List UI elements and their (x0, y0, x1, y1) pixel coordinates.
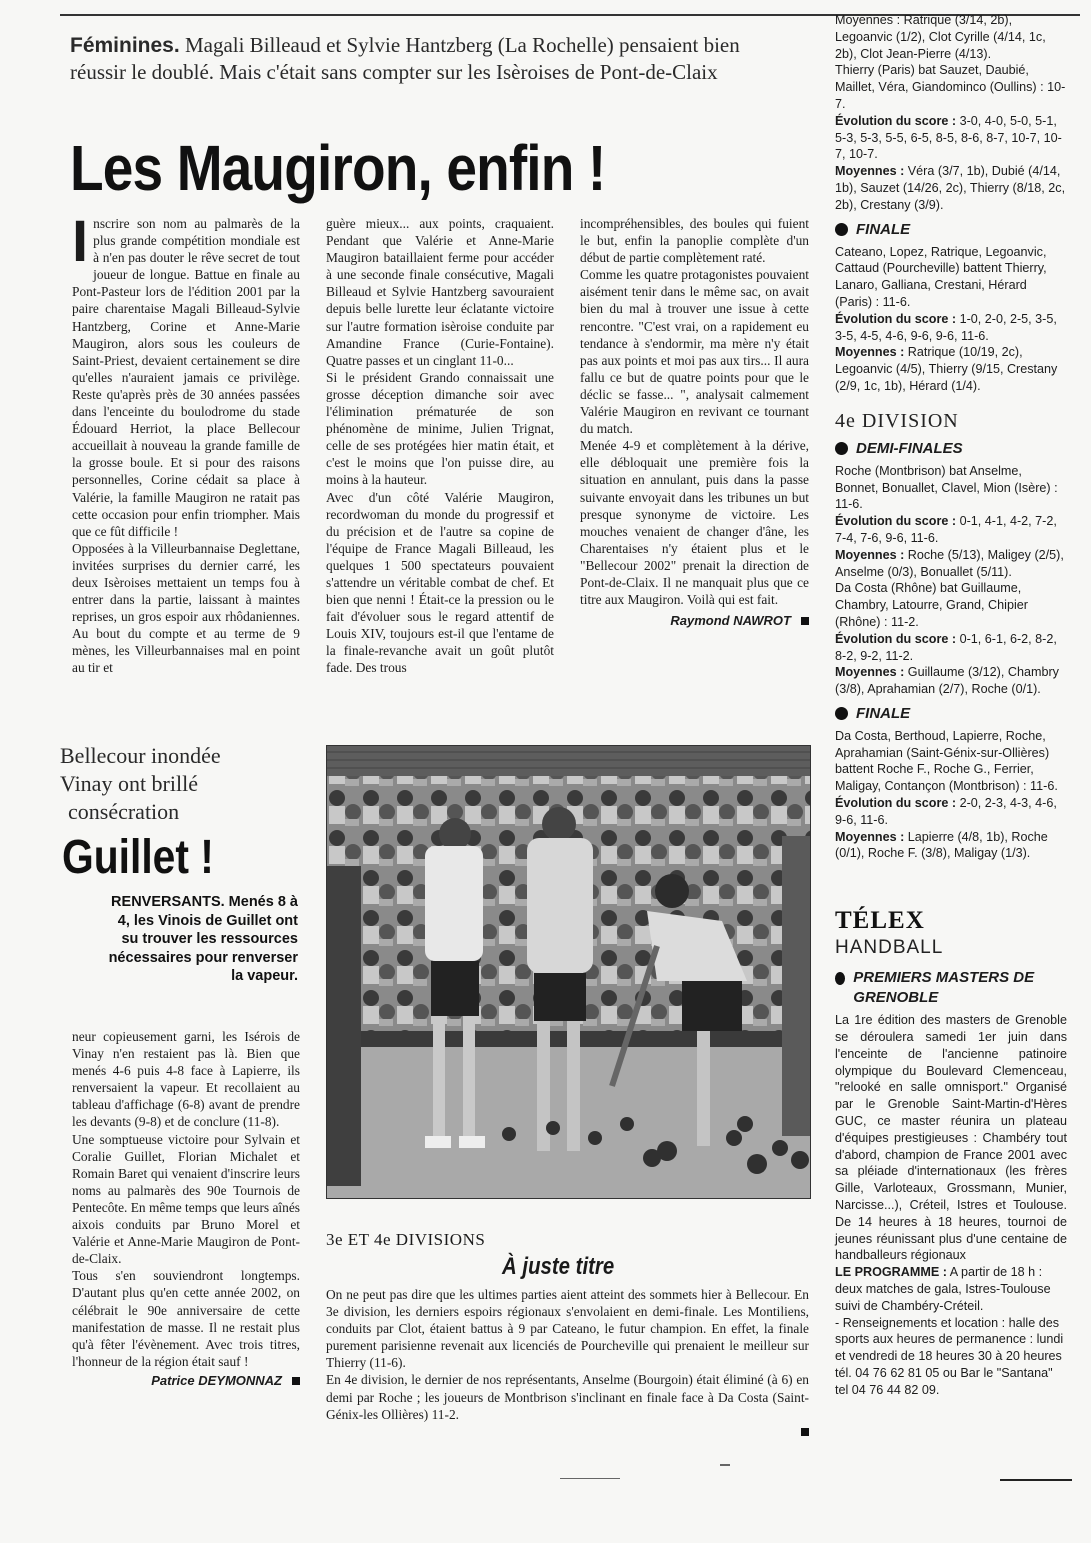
subhead-line-3: consécration (68, 799, 180, 824)
finale-3e-text: Cateano, Lopez, Ratrique, Legoanvic, Cattaud (Pourcheville) battent Thierry, Lanaro, Galliana, Crestani, Hérard (Paris) : 11-6. (835, 244, 1047, 309)
divisions-kicker: 3e ET 4e DIVISIONS (326, 1230, 486, 1249)
telex-text: La 1re édition des masters de Grenoble se déroulera samedi 1er juin dans l'enceinte de l'ancienne patinoire olympique du Boulevard Clemenceau, "relooké en salle omnisport." Organisé par le Grenoble Saint-Martin-d'Hères GUC, ce master réunira un plateau d'équipes prestigieuses : Chambéry tout d'abord, champion de France 2001 avec sa pléiade d'internationaux (les frères Gille, Varloteaux, Grossmann, Munier, Narcisse...), Créteil, Istres et Toulouse. De 14 heures à 18 heures, tournoi de jeunes réunissant plus d'une centaine de handballeurs régionaux (835, 1013, 1067, 1263)
finale-4e-evolution-text: 2-0, 2-3, 4-3, 4-6, 9-6, 11-6. (835, 796, 1057, 827)
guillet-paragraph-3: Tous s'en souviendront longtemps. D'autant plus qu'en cette année 2002, on célébrait le 90e anniversaire de cette manifestation de masse. Il ne restait plus qu'à fêter l'évènement. Avec trois titres, l'honneur de la région était sauf ! (72, 1268, 300, 1369)
end-mark (801, 617, 809, 625)
label-evolution: Évolution du score : (835, 113, 957, 128)
finale-3e-moyennes-text: Ratrique (10/19, 2c), Legoanvic (4/5), Thierry (9/15, Crestany (2/9, 1c, 1b), Hérard (1/4). (835, 345, 1058, 393)
telex-programme (835, 1264, 1067, 1314)
article-column-3 (580, 215, 809, 629)
section-masters (835, 968, 1067, 1008)
section-masters-label: PREMIERS MASTERS DE GRENOBLE (853, 969, 1035, 1007)
results-top-2: Thierry (Paris) bat Sauzet, Daubié, Maillet, Véra, Giandominco (Oullins) : 10-7. (835, 63, 1066, 111)
end-mark (292, 1377, 300, 1385)
section-demi-finales-label: DEMI-FINALES (856, 439, 963, 457)
guillet-paragraph-1: neur copieusement garni, les Isérois de Vinay n'en restaient pas là. Bien que menés 4-6 puis 4-8 face à Lapierre, ils renversaient la vapeur. Et recollaient au tableau d'affichage (6-8) avant de prendre les devants (9-8) et de conclure (11-8). (72, 1029, 300, 1130)
finale-3e-evolution (835, 311, 1067, 345)
demi-2-evolution-text: 0-1, 6-1, 6-2, 8-2, 8-2, 9-2, 11-2. (835, 631, 1057, 663)
paragraph-3: Si le président Grando connaissait une grosse déception dimanche soir avec l'élimination prématurée de son phénomène de minime, Julien Trignat, celle de ses protégées hier matin était, et c'est le moins que l'on puisse dire, au moins à la hauteur. (326, 369, 554, 488)
photo-illustration (327, 746, 810, 1198)
paragraph-1: nscrire son nom au palmarès de la plus grande compétition mondiale est à n'en pas douter le rêve secret de tout joueur de longue. Battue en finale au Pont-Pasteur lors de l'édition 2001 par la paire charentaise Magali Billeaud-Sylvie Hantzberg, Corine et Anne-Marie Maugiron, alors sous les couleurs de Saint-Priest, devaient certainement se dire qu'elles n'auraient jamais ce privilège. Reste qu'après près de 30 années passées dans l'enceinte du boulodrome du stade Édouard Herriot, la place Bellecour accueillait à nouveau la grande famille de la grosse boule. Et si pour des raisons personnelles, Corine cédait sa place à Valérie, la famille Maugiron ne ratait pas cette occasion pour enfin triompher. Mais que ce fût difficile ! (72, 216, 300, 539)
division-4-title: 4e DIVISION (835, 409, 959, 432)
label-moyennes: Moyennes : (835, 164, 905, 179)
label-moyennes: Moyennes : (835, 547, 905, 562)
bullet-icon (835, 972, 845, 985)
paragraph-2-cont: guère mieux... aux points, craquaient. Pendant que Valérie et Anne-Marie Maugiron bataillaient ferme pour accéder à une seconde finale consécutive, Magali Billeaud et Sylvie Hantzberg savouraient depuis belle lurette leur éclatante victoire sur l'autre formation isèroise conduite par Amandine France (Curie-Fontaine). Quatre passes et un cinglant 11-0... (326, 216, 554, 368)
guillet-paragraph-2: Une somptueuse victoire pour Sylvain et Coralie Guillet, Florian Michalet et Romain Baret qui venaient d'inscrire leurs noms au palmarès des 90e Tournois de Pentecôte. En même temps que leurs aînés aixois conduits par Bruno Morel et Valérie et Anne-Marie Maugiron de Pont-de-Claix. (72, 1131, 300, 1267)
telex-programme-text: A partir de 18 h : deux matches de gala, Istres-Toulouse suivi de Chambéry-Créteil. (835, 1265, 1051, 1313)
results-top-3-text: 3-0, 4-0, 5-0, 5-1, 5-3, 5-3, 5-5, 6-5, 8-5, 8-6, 8-7, 10-7, 10-7, 10-7. (835, 113, 1062, 162)
results-top-3 (835, 113, 1067, 163)
end-mark (801, 1428, 809, 1436)
section-finale-3e (835, 220, 1067, 240)
intro-text: Magali Billeaud et Sylvie Hantzberg (La Rochelle) pensaient bien réussir le doublé. Mais c'était sans compter sur les Isèroises de Pont-de-Claix (70, 33, 740, 84)
paragraph-4-cont: incompréhensibles, des boules qui fuient le but, enfin la panoplie complète d'un début de partie complètement raté. (580, 216, 809, 266)
intro-kicker: Féminines. (70, 34, 180, 57)
label-moyennes: Moyennes : (835, 829, 905, 844)
guillet-column (72, 1028, 300, 1389)
guillet-subheads (60, 742, 320, 826)
drop-cap: I (72, 209, 89, 274)
finale-4e-evolution (835, 795, 1067, 829)
article-column-2 (326, 215, 554, 677)
divisions-paragraph-2: En 4e division, le dernier de nos représentants, Anselme (Bourgoin) était éliminé (à 6) en demi par Roche ; les joueurs de Montbrison s'inclinant en finale face à Da Costa (Saint-Génix-les Ollières) 11-2. (326, 1372, 809, 1422)
bullet-icon (835, 442, 848, 455)
label-evolution: Évolution du score : (835, 796, 957, 811)
bullet-icon (835, 707, 848, 720)
demi-1-moyennes-text: Roche (5/13), Maligey (2/5), Anselme (0/3), Bonuallet (5/11). (835, 547, 1064, 579)
bullet-icon (835, 223, 848, 236)
results-column (835, 12, 1067, 1399)
demi-1-text: Roche (Montbrison) bat Anselme, Bonnet, Bonuallet, Clavel, Mion (Isère) : 11-6. (835, 463, 1058, 512)
divisions-end (326, 1423, 809, 1440)
main-headline: Les Maugiron, enfin ! (70, 132, 606, 204)
intro-chapo (70, 32, 750, 86)
divisions-headline: À juste titre (502, 1253, 615, 1280)
telex-sport: HANDBALL (835, 937, 944, 959)
demi-1-evolution (835, 513, 1067, 547)
paragraph-5: Comme les quatre protagonistes pouvaient aisément tenir dans le même sac, on avait bien du mal à trouver une issue à cette rencontre. "C'est vrai, on a rapidement eu tendance à s'endormir, ma mère n'y était pas aux points et moi pas aux tirs... Il aura fallu ce but de quatre points pour que le déclic se fasse... ", analysait calmement Valérie Maugiron en revivant ce tournant du match. (580, 267, 809, 437)
results-top-4-text: Véra (3/7, 1b), Dubié (4/14, 1b), Sauzet (14/26, 2c), Thierry (8/18, 2c, 2b), Crestany (3/9). (835, 164, 1066, 212)
paragraph-6: Menée 4-9 et complètement à la dérive, elle débloquait une première fois la situation en annulant, puis dans la passe suivante envoyait dans les tribunes un but presque synonyme de victoire. Les mouches venaient de changer d'âne, les Charentaises n'y étaient plus et le "Bellecour 2002" prenait la direction de Pont-de-Claix. Il ne manquait plus que ce titre aux Maugiron. Voilà qui est fait. (580, 438, 809, 608)
demi-2-text: Da Costa (Rhône) bat Guillaume, Chambry, Latourre, Grand, Chipier (Rhône) : 11-2. (835, 581, 1028, 629)
demi-2-moyennes (835, 664, 1067, 698)
demi-2-evolution (835, 631, 1067, 665)
divisions-paragraph-1: On ne peut pas dire que les ultimes parties aient atteint des sommets hier à Bellecour. En 3e division, les derniers espoirs régionaux s'envolaient en demi-finale. Les Montiliens, conduits par Clot, étaient battus à 9 par Cateano, le futur champion. En effet, la finale purement parisienne revenait aux licenciés de Pourcheville qui prenaient le meilleur sur Thierry (11-6). (326, 1287, 809, 1371)
finale-3e-evolution-text: 1-0, 2-0, 2-5, 3-5, 3-5, 4-5, 4-6, 9-6, 9-6, 11-6. (835, 311, 1057, 343)
demi-2-moyennes-text: Guillaume (3/12), Chambry (3/8), Aprahamian (2/7), Roche (0/1). (835, 665, 1059, 697)
section-finale-4e (835, 704, 1067, 724)
guillet-teaser: RENVERSANTS. Menés 8 à 4, les Vinois de Guillet ont su trouver les ressources nécessaires pour renverser la vapeur. (108, 894, 298, 984)
subhead-line-2: Vinay ont brillé (60, 771, 198, 796)
finale-4e-moyennes-text: Lapierre (4/8, 1b), Roche (0/1), Roche F. (3/8), Maligay (1/3). (835, 829, 1048, 861)
finale-4e-text: Da Costa, Berthoud, Lapierre, Roche, Aprahamian (Saint-Génix-sur-Ollières) battent Roche F., Roche G., Ferrier, Maligay, Contançon (Montbrison) : 11-6. (835, 728, 1058, 794)
guillet-headline: Guillet ! (62, 831, 214, 884)
section-demi-finales (835, 439, 1067, 459)
subhead-line-1: Bellecour inondée (60, 743, 221, 768)
byline-main-text: Raymond NAWROT (670, 613, 791, 629)
scan-mark (1000, 1479, 1072, 1481)
results-top-1: Moyennes : Ratrique (3/14, 2b), Legoanvic (1/2), Clot Cyrille (4/14, 1c, 2b), Clot Jean-Pierre (4/13). (835, 13, 1046, 61)
divisions-article (326, 1286, 809, 1440)
paragraph-2: Opposées à la Villeurbannaise Deglettane, invitées surprises du dernier carré, les deux Isèroises mettaient un temps fou à entrer dans la partie, laissant à maintes reprises, un gros espoir aux rhôdaniennes. Au bout du compte et au terme de 9 mènes, les Villeurbannaises mal en point au tir et (72, 540, 300, 676)
paragraph-4: Avec d'un côté Valérie Maugiron, recordwoman du monde du progressif et du précision et de l'autre sa copine de l'équipe de France Magali Billeaud, les quelques 1 500 spectateurs pouvaient s'attendre un véritable combat de chef. Et bien que nenni ! Était-ce la pression ou le fait d'évoluer sous le regard attentif de Louis XIV, toujours est-il que l'entame de la finale-revanche avait un goût plutôt fade. Des trous (326, 489, 554, 676)
scan-mark (720, 1464, 730, 1466)
label-evolution: Évolution du score : (835, 514, 957, 529)
section-finale-3e-label: FINALE (856, 220, 911, 238)
label-evolution: Évolution du score : (835, 631, 957, 646)
article-column-1 (72, 209, 300, 677)
section-finale-4e-label: FINALE (856, 704, 911, 722)
byline-guillet (72, 1372, 300, 1389)
scan-mark (560, 1478, 620, 1479)
byline-guillet-text: Patrice DEYMONNAZ (151, 1372, 282, 1388)
petanque-photo (326, 745, 811, 1199)
label-evolution: Évolution du score : (835, 311, 957, 326)
label-programme: LE PROGRAMME : (835, 1265, 947, 1280)
telex-info: - Renseignements et location : halle des sports aux heures de permanence : lundi et vendredi de 18 heures 30 à 20 heures tél. 04 76 62 81 05 ou Bar le "Santana" tel 04 76 44 82 09. (835, 1315, 1064, 1397)
label-moyennes: Moyennes : (835, 345, 905, 360)
demi-1-moyennes (835, 547, 1067, 581)
results-top-4 (835, 163, 1067, 213)
byline-main (580, 612, 809, 629)
telex-title: TÉLEX (835, 907, 925, 935)
label-moyennes-colon: Moyennes : (835, 665, 905, 680)
finale-4e-moyennes (835, 829, 1067, 863)
demi-1-evolution-text: 0-1, 4-1, 4-2, 7-2, 7-4, 7-6, 9-6, 11-6. (835, 514, 1057, 545)
finale-3e-moyennes (835, 344, 1067, 394)
